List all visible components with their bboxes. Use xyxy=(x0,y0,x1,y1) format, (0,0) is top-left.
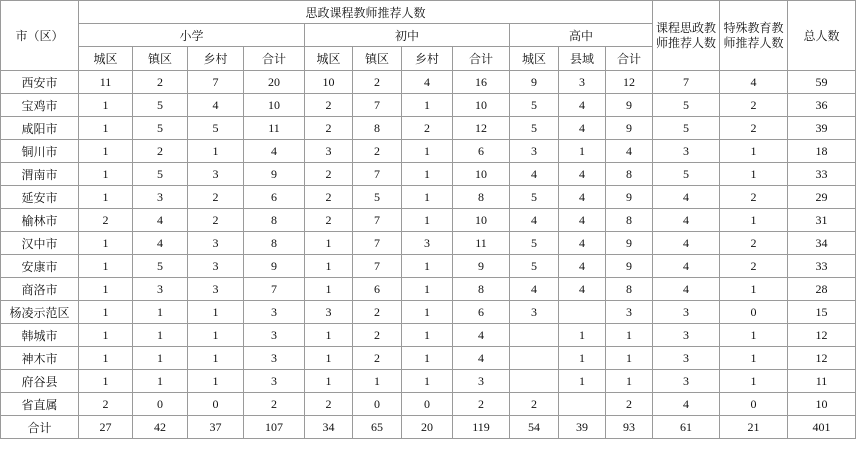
table-cell: 3 xyxy=(244,370,305,393)
table-cell: 6 xyxy=(453,301,510,324)
table-cell: 8 xyxy=(244,232,305,255)
table-cell: 1 xyxy=(305,370,353,393)
table-cell: 5 xyxy=(510,232,559,255)
row-name: 西安市 xyxy=(1,71,79,94)
table-cell: 33 xyxy=(788,163,856,186)
table-cell: 1 xyxy=(305,255,353,278)
table-cell: 1 xyxy=(305,324,353,347)
table-cell: 3 xyxy=(133,278,188,301)
table-row xyxy=(1,186,856,209)
table-cell: 1 xyxy=(720,163,788,186)
header-high-subtotal: 合计 xyxy=(606,47,653,71)
table-cell: 9 xyxy=(606,232,653,255)
row-name: 省直属 xyxy=(1,393,79,416)
table-cell: 1 xyxy=(559,347,606,370)
table-cell: 2 xyxy=(133,71,188,94)
table-cell: 1 xyxy=(402,163,453,186)
table-cell: 34 xyxy=(305,416,353,439)
table-cell: 4 xyxy=(244,140,305,163)
table-cell: 6 xyxy=(453,140,510,163)
table-row xyxy=(1,416,856,439)
table-cell: 2 xyxy=(79,393,133,416)
table-cell: 2 xyxy=(305,186,353,209)
table-cell: 8 xyxy=(353,117,402,140)
table-cell: 0 xyxy=(720,301,788,324)
table-cell: 3 xyxy=(305,140,353,163)
table-cell: 2 xyxy=(188,209,244,232)
table-cell: 3 xyxy=(133,186,188,209)
table-cell: 4 xyxy=(559,255,606,278)
table-cell: 9 xyxy=(510,71,559,94)
table-cell: 7 xyxy=(353,232,402,255)
table-cell: 9 xyxy=(606,117,653,140)
header-high: 高中 xyxy=(510,24,653,47)
table-cell: 2 xyxy=(353,140,402,163)
table-cell: 4 xyxy=(559,232,606,255)
table-cell: 2 xyxy=(453,393,510,416)
table-cell: 8 xyxy=(606,209,653,232)
table-cell: 7 xyxy=(653,71,720,94)
table-cell: 2 xyxy=(305,94,353,117)
table-row xyxy=(1,232,856,255)
table-cell: 1 xyxy=(720,278,788,301)
table-cell: 1 xyxy=(133,347,188,370)
table-cell: 1 xyxy=(402,94,453,117)
table-cell: 119 xyxy=(453,416,510,439)
row-name: 榆林市 xyxy=(1,209,79,232)
table-cell xyxy=(559,301,606,324)
table-cell: 2 xyxy=(720,186,788,209)
table-cell: 2 xyxy=(353,301,402,324)
table-cell: 1 xyxy=(402,255,453,278)
table-cell: 3 xyxy=(510,140,559,163)
table-cell: 4 xyxy=(559,163,606,186)
table-cell: 4 xyxy=(453,324,510,347)
header-city: 市（区） xyxy=(1,1,79,71)
table-cell: 9 xyxy=(244,163,305,186)
table-cell: 8 xyxy=(453,186,510,209)
table-cell xyxy=(510,370,559,393)
table-cell: 3 xyxy=(244,347,305,370)
header-primary-urban: 城区 xyxy=(79,47,133,71)
header-primary-rural: 乡村 xyxy=(188,47,244,71)
table-cell: 10 xyxy=(244,94,305,117)
table-cell: 1 xyxy=(133,301,188,324)
table-cell: 8 xyxy=(606,163,653,186)
table-cell: 3 xyxy=(453,370,510,393)
row-name: 延安市 xyxy=(1,186,79,209)
row-name: 韩城市 xyxy=(1,324,79,347)
table-cell: 2 xyxy=(305,163,353,186)
row-name: 铜川市 xyxy=(1,140,79,163)
table-cell: 1 xyxy=(559,140,606,163)
table-cell: 4 xyxy=(510,278,559,301)
table-row xyxy=(1,324,856,347)
table-cell: 34 xyxy=(788,232,856,255)
table-row xyxy=(1,278,856,301)
table-cell: 5 xyxy=(133,117,188,140)
table-row xyxy=(1,209,856,232)
table-cell: 2 xyxy=(720,232,788,255)
table-row xyxy=(1,94,856,117)
table-cell: 3 xyxy=(402,232,453,255)
row-name: 商洛市 xyxy=(1,278,79,301)
table-cell: 93 xyxy=(606,416,653,439)
table-cell: 10 xyxy=(453,163,510,186)
table-cell: 1 xyxy=(305,347,353,370)
table-cell: 2 xyxy=(353,347,402,370)
header-middle-subtotal: 合计 xyxy=(453,47,510,71)
table-cell: 11 xyxy=(453,232,510,255)
table-cell: 4 xyxy=(510,209,559,232)
table-cell: 4 xyxy=(559,117,606,140)
table-cell: 4 xyxy=(653,393,720,416)
table-cell: 4 xyxy=(133,232,188,255)
table-cell: 107 xyxy=(244,416,305,439)
table-cell: 2 xyxy=(510,393,559,416)
row-name: 汉中市 xyxy=(1,232,79,255)
table-cell: 4 xyxy=(559,94,606,117)
table-cell: 5 xyxy=(510,255,559,278)
table-cell: 5 xyxy=(133,94,188,117)
table-cell: 5 xyxy=(133,163,188,186)
header-ideology-course-group: 思政课程教师推荐人数 xyxy=(79,1,653,24)
table-cell: 1 xyxy=(720,347,788,370)
table-cell: 3 xyxy=(244,301,305,324)
table-cell: 4 xyxy=(510,163,559,186)
header-primary-town: 镇区 xyxy=(133,47,188,71)
table-cell: 4 xyxy=(653,232,720,255)
table-cell: 1 xyxy=(79,278,133,301)
table-cell: 21 xyxy=(720,416,788,439)
table-cell: 12 xyxy=(788,347,856,370)
table-cell: 12 xyxy=(453,117,510,140)
table-cell: 5 xyxy=(510,94,559,117)
table-cell: 59 xyxy=(788,71,856,94)
table-cell: 33 xyxy=(788,255,856,278)
table-cell: 3 xyxy=(653,347,720,370)
table-cell: 1 xyxy=(79,347,133,370)
table-cell: 7 xyxy=(188,71,244,94)
table-cell: 10 xyxy=(453,94,510,117)
row-name: 府谷县 xyxy=(1,370,79,393)
table-cell: 1 xyxy=(353,370,402,393)
table-cell: 1 xyxy=(606,347,653,370)
header-middle-urban: 城区 xyxy=(305,47,353,71)
table-cell: 2 xyxy=(244,393,305,416)
table-cell: 2 xyxy=(720,255,788,278)
header-curriculum-ideology: 课程思政教师推荐人数 xyxy=(653,1,720,71)
table-cell: 3 xyxy=(653,301,720,324)
table-cell: 27 xyxy=(79,416,133,439)
table-cell: 4 xyxy=(653,278,720,301)
table-cell: 10 xyxy=(453,209,510,232)
table-cell: 1 xyxy=(79,117,133,140)
table-cell: 5 xyxy=(653,163,720,186)
table-cell: 0 xyxy=(353,393,402,416)
table-cell: 6 xyxy=(353,278,402,301)
row-name: 渭南市 xyxy=(1,163,79,186)
row-name: 咸阳市 xyxy=(1,117,79,140)
table-cell: 5 xyxy=(653,94,720,117)
table-cell: 3 xyxy=(188,232,244,255)
table-cell: 39 xyxy=(559,416,606,439)
table-cell: 4 xyxy=(453,347,510,370)
table-cell: 5 xyxy=(653,117,720,140)
table-cell: 1 xyxy=(606,324,653,347)
table-cell: 3 xyxy=(244,324,305,347)
table-cell: 5 xyxy=(353,186,402,209)
header-middle: 初中 xyxy=(305,24,510,47)
table-cell: 1 xyxy=(720,324,788,347)
table-row xyxy=(1,255,856,278)
table-cell: 1 xyxy=(402,301,453,324)
table-cell xyxy=(559,393,606,416)
table-cell: 16 xyxy=(453,71,510,94)
header-total: 总人数 xyxy=(788,1,856,71)
table-cell: 61 xyxy=(653,416,720,439)
table-cell: 18 xyxy=(788,140,856,163)
table-cell: 9 xyxy=(244,255,305,278)
table-cell: 4 xyxy=(720,71,788,94)
table-cell: 4 xyxy=(606,140,653,163)
table-cell: 12 xyxy=(606,71,653,94)
table-cell: 8 xyxy=(244,209,305,232)
table-cell: 4 xyxy=(133,209,188,232)
table-cell: 0 xyxy=(133,393,188,416)
table-cell: 8 xyxy=(606,278,653,301)
table-cell: 2 xyxy=(353,324,402,347)
table-cell: 3 xyxy=(653,370,720,393)
table-cell: 2 xyxy=(188,186,244,209)
table-cell xyxy=(510,324,559,347)
table-cell: 2 xyxy=(353,71,402,94)
table-cell: 2 xyxy=(720,94,788,117)
table-body xyxy=(1,71,856,439)
table-cell: 1 xyxy=(305,278,353,301)
table-cell: 39 xyxy=(788,117,856,140)
table-cell: 4 xyxy=(559,209,606,232)
table-cell: 1 xyxy=(79,370,133,393)
table-row xyxy=(1,393,856,416)
table-cell: 3 xyxy=(305,301,353,324)
table-cell: 1 xyxy=(402,186,453,209)
table-cell: 1 xyxy=(133,370,188,393)
table-cell: 11 xyxy=(788,370,856,393)
table-cell: 2 xyxy=(305,209,353,232)
table-cell: 4 xyxy=(559,278,606,301)
table-cell: 10 xyxy=(305,71,353,94)
table-cell: 4 xyxy=(402,71,453,94)
header-middle-rural: 乡村 xyxy=(402,47,453,71)
table-cell: 2 xyxy=(305,393,353,416)
table-cell: 1 xyxy=(720,140,788,163)
row-name: 杨凌示范区 xyxy=(1,301,79,324)
table-cell: 1 xyxy=(305,232,353,255)
table-cell: 5 xyxy=(133,255,188,278)
table-cell: 4 xyxy=(559,186,606,209)
table-cell: 36 xyxy=(788,94,856,117)
table-cell: 1 xyxy=(402,209,453,232)
table-row xyxy=(1,301,856,324)
table-cell xyxy=(510,347,559,370)
table-cell: 1 xyxy=(79,324,133,347)
table-cell: 2 xyxy=(606,393,653,416)
table-cell: 7 xyxy=(353,163,402,186)
header-special-education: 特殊教育教师推荐人数 xyxy=(720,1,788,71)
table-cell: 1 xyxy=(188,301,244,324)
table-cell: 3 xyxy=(653,324,720,347)
table-cell: 37 xyxy=(188,416,244,439)
table-cell: 9 xyxy=(606,186,653,209)
table-cell: 1 xyxy=(188,347,244,370)
table-cell: 2 xyxy=(305,117,353,140)
table-cell: 2 xyxy=(79,209,133,232)
row-name: 合计 xyxy=(1,416,79,439)
table-cell: 28 xyxy=(788,278,856,301)
table-row xyxy=(1,163,856,186)
table-cell: 3 xyxy=(188,163,244,186)
table-cell: 1 xyxy=(188,324,244,347)
header-middle-town: 镇区 xyxy=(353,47,402,71)
table-cell: 1 xyxy=(79,94,133,117)
table-cell: 2 xyxy=(402,117,453,140)
table-cell: 9 xyxy=(606,255,653,278)
table-cell: 4 xyxy=(188,94,244,117)
table-row xyxy=(1,71,856,94)
table-cell: 4 xyxy=(653,255,720,278)
row-name: 安康市 xyxy=(1,255,79,278)
row-name: 神木市 xyxy=(1,347,79,370)
table-cell: 0 xyxy=(720,393,788,416)
table-row xyxy=(1,140,856,163)
table-cell: 7 xyxy=(353,255,402,278)
table-cell: 0 xyxy=(188,393,244,416)
table-cell: 5 xyxy=(188,117,244,140)
table-cell: 1 xyxy=(79,163,133,186)
table-cell: 1 xyxy=(402,347,453,370)
table-cell: 401 xyxy=(788,416,856,439)
table-cell: 3 xyxy=(606,301,653,324)
table-cell: 3 xyxy=(653,140,720,163)
table-cell: 1 xyxy=(79,301,133,324)
table-cell: 3 xyxy=(510,301,559,324)
table-cell: 1 xyxy=(559,370,606,393)
table-cell: 1 xyxy=(79,140,133,163)
table-cell: 5 xyxy=(510,117,559,140)
table-cell: 2 xyxy=(133,140,188,163)
table-cell: 1 xyxy=(720,370,788,393)
table-cell: 5 xyxy=(510,186,559,209)
table-cell: 1 xyxy=(402,324,453,347)
table-cell: 1 xyxy=(402,140,453,163)
table-cell: 31 xyxy=(788,209,856,232)
table-cell: 1 xyxy=(188,140,244,163)
table-row xyxy=(1,370,856,393)
table-cell: 1 xyxy=(402,278,453,301)
table-cell: 1 xyxy=(188,370,244,393)
table-cell: 0 xyxy=(402,393,453,416)
header-high-county: 县域 xyxy=(559,47,606,71)
header-high-urban: 城区 xyxy=(510,47,559,71)
table-cell: 9 xyxy=(453,255,510,278)
header-primary: 小学 xyxy=(79,24,305,47)
table-cell: 1 xyxy=(79,186,133,209)
table-cell: 10 xyxy=(788,393,856,416)
table-cell: 1 xyxy=(79,255,133,278)
table-cell: 20 xyxy=(244,71,305,94)
table-cell: 1 xyxy=(606,370,653,393)
table-cell: 1 xyxy=(402,370,453,393)
table-cell: 42 xyxy=(133,416,188,439)
table-cell: 12 xyxy=(788,324,856,347)
table-cell: 11 xyxy=(79,71,133,94)
table-cell: 6 xyxy=(244,186,305,209)
table-cell: 3 xyxy=(559,71,606,94)
table-cell: 9 xyxy=(606,94,653,117)
header-primary-subtotal: 合计 xyxy=(244,47,305,71)
table-cell: 20 xyxy=(402,416,453,439)
table-cell: 7 xyxy=(353,209,402,232)
table-cell: 8 xyxy=(453,278,510,301)
table-cell: 7 xyxy=(244,278,305,301)
table-cell: 4 xyxy=(653,209,720,232)
table-cell: 15 xyxy=(788,301,856,324)
table-cell: 29 xyxy=(788,186,856,209)
table-cell: 1 xyxy=(559,324,606,347)
row-name: 宝鸡市 xyxy=(1,94,79,117)
table-cell: 3 xyxy=(188,255,244,278)
table-cell: 1 xyxy=(720,209,788,232)
table-row xyxy=(1,117,856,140)
table-cell: 11 xyxy=(244,117,305,140)
table-row xyxy=(1,347,856,370)
table-cell: 54 xyxy=(510,416,559,439)
table-cell: 65 xyxy=(353,416,402,439)
table-cell: 2 xyxy=(720,117,788,140)
table-cell: 1 xyxy=(133,324,188,347)
table-cell: 3 xyxy=(188,278,244,301)
table-cell: 7 xyxy=(353,94,402,117)
table-cell: 1 xyxy=(79,232,133,255)
table-cell: 4 xyxy=(653,186,720,209)
